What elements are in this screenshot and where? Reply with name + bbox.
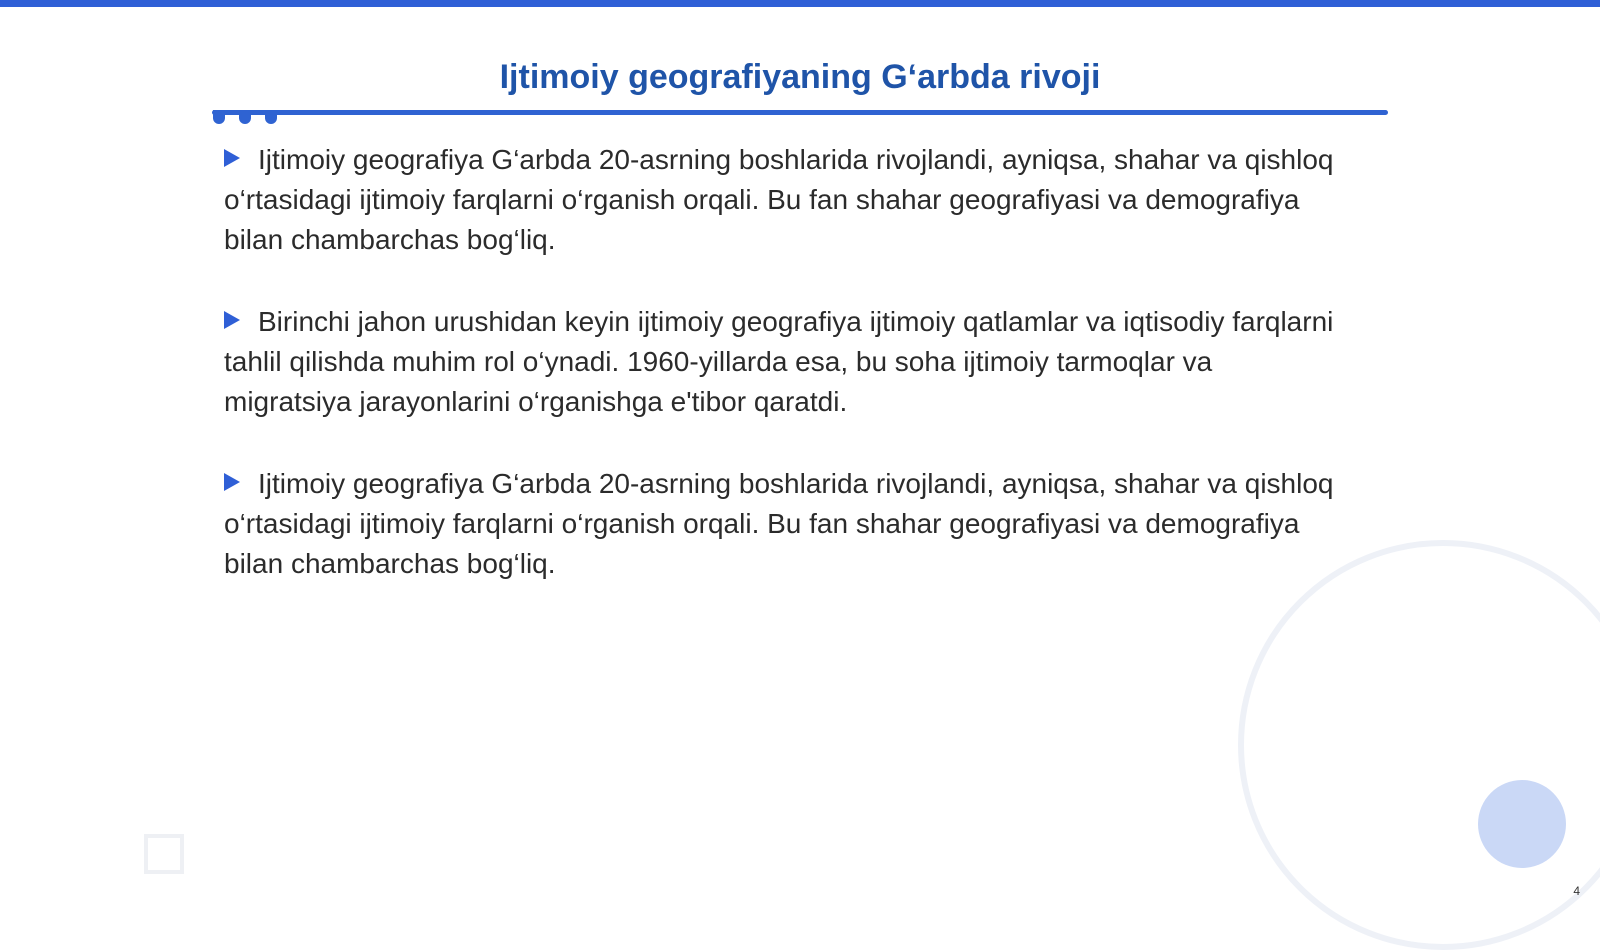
triangle-right-icon <box>224 149 240 167</box>
decor-square <box>144 834 184 874</box>
triangle-right-icon <box>224 473 240 491</box>
bullet-text: Ijtimoiy geografiya G‘arbda 20-asrning boshlarida rivojlandi, ayniqsa, shahar va qishloq o‘rtasidagi ijtimoiy farqlarni o‘rganish orqali. Bu fan shahar geografiyasi va demografiya bilan chambarchas bog‘liq. <box>224 144 1334 255</box>
slide-title: Ijtimoiy geografiyaning G‘arbda rivoji <box>499 58 1101 96</box>
top-accent-bar <box>0 0 1600 7</box>
bullet-text: Ijtimoiy geografiya G‘arbda 20-asrning boshlarida rivojlandi, ayniqsa, shahar va qishloq o‘rtasidagi ijtimoiy farqlarni o‘rganish orqali. Bu fan shahar geografiyasi va demografiya bilan chambarchas bog‘liq. <box>224 468 1334 579</box>
bullet-item <box>224 464 1334 584</box>
bullet-text: Birinchi jahon urushidan keyin ijtimoiy geografiya ijtimoiy qatlamlar va iqtisodiy farqlarni tahlil qilishda muhim rol o‘ynadi. 1960-yillarda esa, bu soha ijtimoiy tarmoqlar va migratsiya jarayonlarini o‘rganishga e'tibor qaratdi. <box>224 306 1334 417</box>
bullet-item <box>224 140 1334 260</box>
bullet-list <box>224 140 1334 626</box>
decor-dot <box>239 110 251 124</box>
triangle-right-icon <box>224 311 240 329</box>
decor-circle <box>1478 780 1566 868</box>
decor-dot <box>213 110 225 124</box>
bullet-item <box>224 302 1334 422</box>
page-number: 4 <box>1573 884 1580 898</box>
title-underline <box>212 110 1388 115</box>
decor-dot <box>265 110 277 124</box>
